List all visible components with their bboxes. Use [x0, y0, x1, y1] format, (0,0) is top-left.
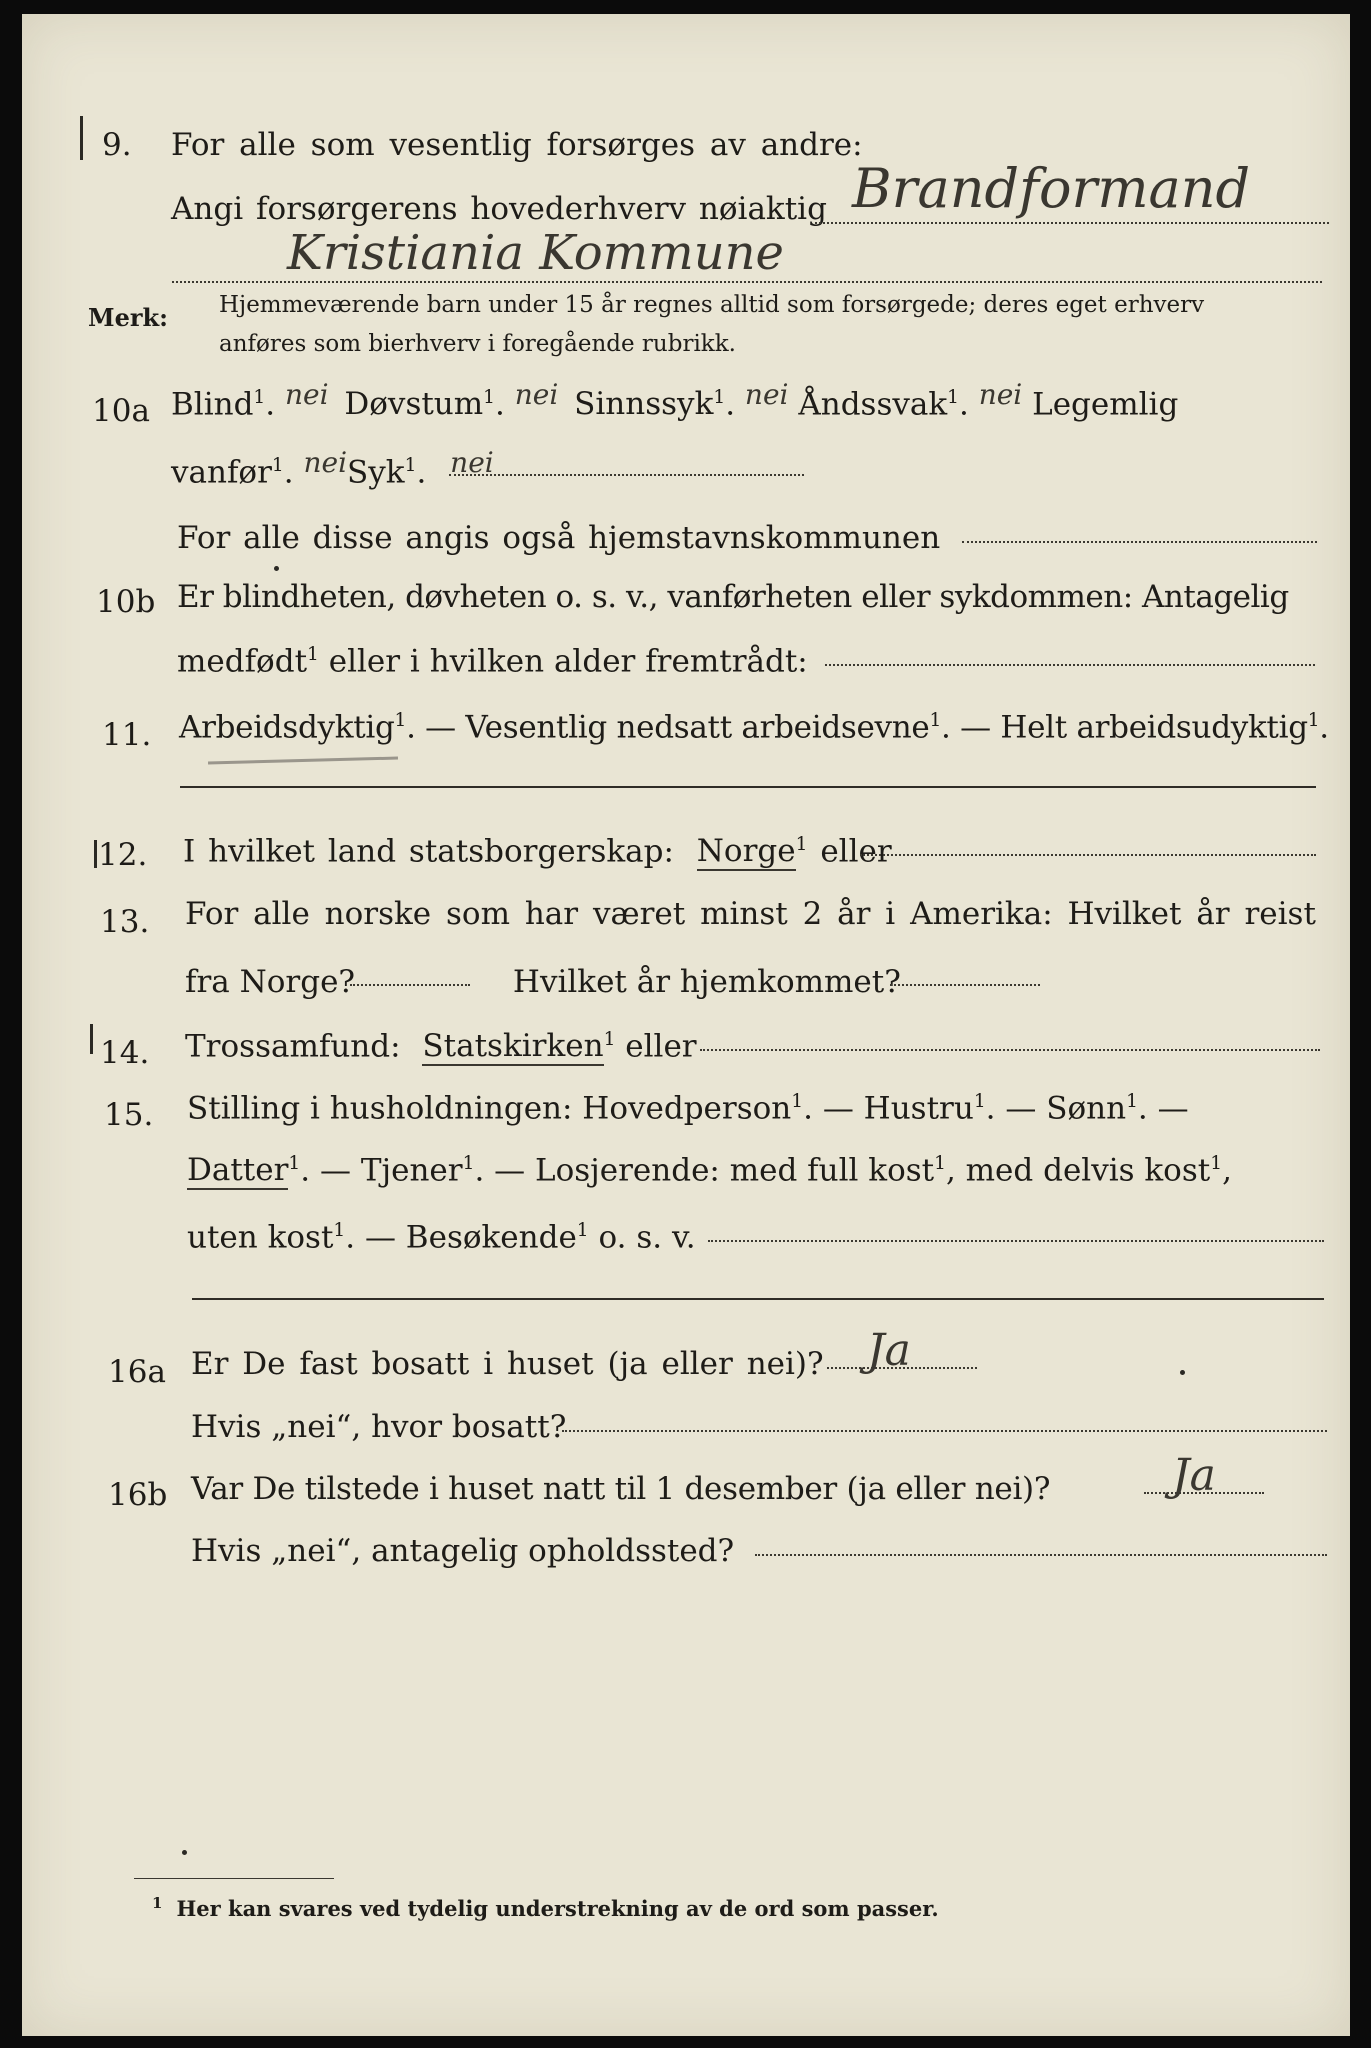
answer-andssvak: nei	[978, 378, 1023, 412]
q12-norge: Norge	[696, 833, 796, 870]
q15-number: 15.	[104, 1097, 154, 1133]
merk-label: Merk:	[88, 303, 168, 332]
q16a-answer: Ja	[867, 1325, 911, 1376]
q13-number: 13.	[100, 904, 150, 940]
answer-sinnssyk: nei	[744, 378, 789, 412]
q16b-number: 16b	[108, 1477, 168, 1513]
q9-number: 9.	[102, 127, 132, 163]
stray-dot-3	[182, 1850, 187, 1855]
label-vanfor: vanfør	[171, 454, 272, 491]
q12-answer-line	[860, 854, 1316, 856]
q15-answer-line	[708, 1240, 1324, 1242]
footnote	[152, 1896, 939, 1919]
merk-line2: anføres som bierhverv i foregående rubrikk.	[219, 331, 736, 357]
q13-year-right-line	[890, 984, 1040, 986]
q10a-number: 10a	[92, 393, 150, 429]
footnote-rule	[134, 1878, 334, 1879]
q10b-number: 10b	[96, 584, 156, 620]
q16a-line1: Er De fast bosatt i huset (ja eller nei)?	[191, 1346, 824, 1382]
q9-line1: For alle som vesentlig forsørges av andre:	[171, 127, 863, 163]
q16a-line2-dots	[562, 1430, 1327, 1432]
stray-dot-2	[1180, 1370, 1185, 1375]
q11-answer-line	[180, 786, 1316, 788]
q9-answer-employer: Kristiania Kommune	[287, 225, 784, 281]
q11-line: Arbeidsdyktig$^1$. — Vesentlig nedsatt arbeidsevne$^1$. — Helt arbeidsudyktig$^1$.	[179, 709, 1329, 746]
footnote-text: Her kan svares ved tydelig understrekning av de ord som passer.	[176, 1896, 939, 1921]
q16b-answer: Ja	[1172, 1450, 1216, 1501]
label-syk: Syk	[347, 454, 405, 491]
q13-line1: For alle norske som har været minst 2 år i Amerika: Hvilket år reist	[185, 896, 1316, 932]
census-form-sheet	[22, 14, 1350, 2036]
label-legemlig: Legemlig	[1032, 386, 1179, 423]
q15-line3: uten kost$^1$. — Besøkende$^1$ o. s. v.	[187, 1219, 696, 1256]
q10a-line3-dots	[962, 541, 1317, 543]
footnote-marker: 1	[152, 1894, 163, 1912]
q14-line: Trossamfund: Statskirken$^1$ eller	[185, 1028, 697, 1065]
q15-datter: Datter	[187, 1152, 289, 1189]
q10a-row1: Blind$^1$. nei Døvstum$^1$. nei Sinnssyk$^1$. nei Åndssvak$^1$. nei Legemlig	[171, 378, 1179, 423]
q13-line2: fra Norge? Hvilket år hjemkommet?	[185, 964, 901, 1000]
q11-arbeidsdyktig: Arbeidsdyktig	[179, 709, 395, 746]
q15-line1: Stilling i husholdningen: Hovedperson$^1$. — Hustru$^1$. — Sønn$^1$. —	[187, 1090, 1189, 1127]
q14-answer-line	[700, 1049, 1320, 1051]
q12-number: 12.	[98, 837, 148, 873]
q14-number: 14.	[100, 1035, 150, 1071]
margin-tick-9	[80, 116, 83, 160]
answer-vanfor: nei	[303, 446, 348, 480]
margin-tick-14	[90, 1024, 93, 1054]
answer-blind: nei	[284, 378, 329, 412]
label-andssvak: Åndssvak	[798, 386, 948, 423]
q9-answer-occupation: Brandformand	[852, 157, 1251, 220]
answer-syk: nei	[450, 446, 494, 480]
q9-answer-line1	[815, 222, 1329, 224]
q11-number: 11.	[102, 717, 152, 753]
q10b-line1: Er blindheten, døvheten o. s. v., vanførheten eller sykdommen: Antagelig	[177, 579, 1289, 615]
q10a-row2: vanfør$^1$. neiSyk$^1$. nei	[171, 446, 494, 491]
q16b-line1: Var De tilstede i huset natt til 1 desember (ja eller nei)?	[191, 1471, 1051, 1507]
margin-tick-12	[94, 840, 97, 868]
q10b-answer-line	[825, 664, 1315, 666]
answer-dovstum: nei	[514, 378, 559, 412]
label-dovstum: Døvstum	[344, 386, 484, 423]
q14-statskirken: Statskirken	[422, 1028, 604, 1065]
q16b-line2-dots	[755, 1554, 1327, 1556]
q16b-line2: Hvis „nei“, antagelig opholdssted?	[191, 1533, 735, 1569]
label-blind: Blind	[171, 386, 254, 423]
q12-line: I hvilket land statsborgerskap: Norge$^1$ eller	[183, 833, 892, 870]
q10a-syk-line	[449, 474, 804, 476]
q13-year-left-line	[350, 984, 470, 986]
q11-underline-mark	[208, 757, 398, 765]
q9-answer-line2	[172, 281, 1322, 283]
merk-line1: Hjemmeværende barn under 15 år regnes alltid som forsørgede; deres eget erhverv	[219, 292, 1205, 318]
stray-dot	[274, 566, 279, 571]
q10a-line3: For alle disse angis også hjemstavnskommunen	[177, 520, 941, 556]
q15-line2: Datter$^1$. — Tjener$^1$. — Losjerende: med full kost$^1$, med delvis kost$^1$,	[187, 1152, 1232, 1189]
label-sinnssyk: Sinnssyk	[574, 386, 714, 423]
q10b-line2: medfødt$^1$ eller i hvilken alder fremtrådt:	[177, 643, 808, 680]
q16a-number: 16a	[108, 1354, 166, 1390]
q9-line2: Angi forsørgerens hovederhverv nøiaktig	[171, 191, 827, 227]
q16a-line2: Hvis „nei“, hvor bosatt?	[191, 1409, 567, 1445]
q15-extra-line	[192, 1298, 1324, 1300]
